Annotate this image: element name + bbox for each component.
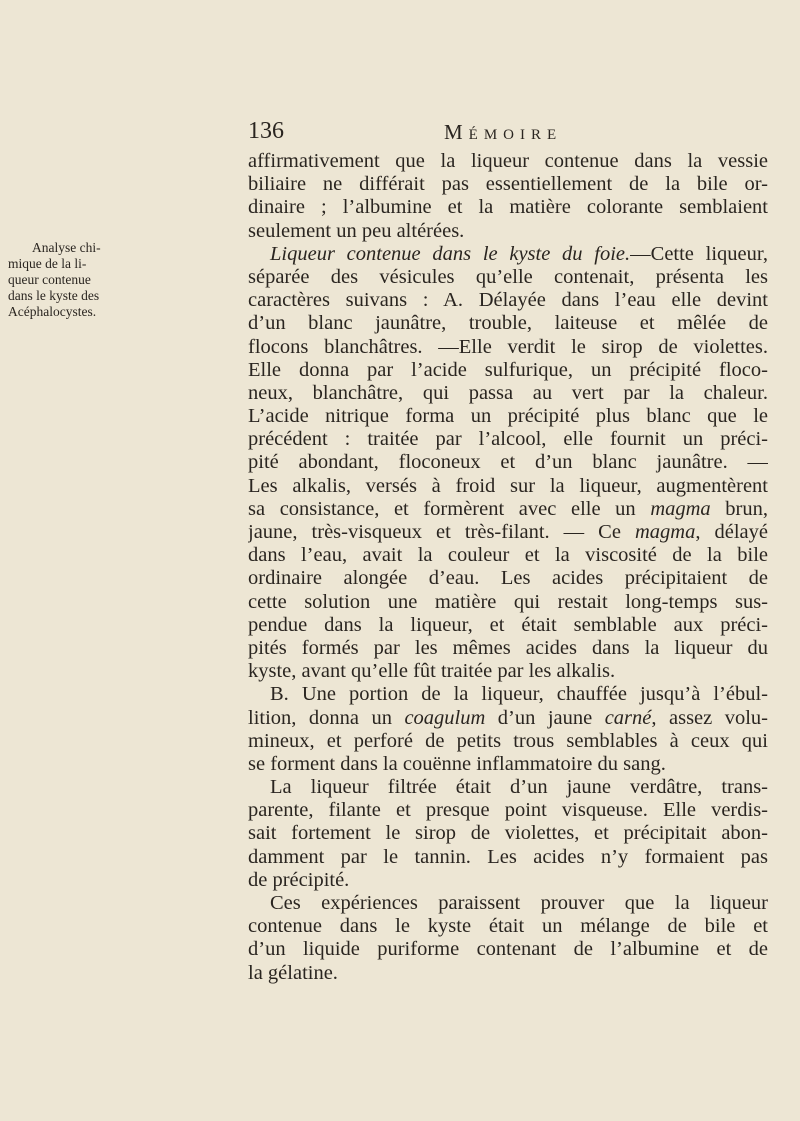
- text-line: [248, 962, 768, 985]
- text-line: [248, 451, 768, 474]
- text-line: [248, 892, 768, 915]
- text-segment: Les alkalis, versés à froid sur la liqueur, augmentèrent: [248, 474, 768, 497]
- italic-segment: coagulum: [404, 706, 486, 729]
- text-line: [248, 683, 768, 706]
- text-line: [248, 938, 768, 961]
- text-segment: pité abondant, floconeux et d’un blanc jaunâtre. —: [248, 451, 768, 474]
- text-segment: pendue dans la liqueur, et était semblable aux préci-: [248, 613, 768, 636]
- text-segment: se forment dans la couënne inflammatoire du sang.: [248, 752, 666, 775]
- text-line: [248, 707, 768, 730]
- text-segment: contenue dans le kyste était un mélange de bile et: [248, 915, 768, 938]
- text-line: [248, 405, 768, 428]
- text-segment: précédent : traitée par l’alcool, elle fournit un préci-: [248, 428, 768, 451]
- margin-note-line: dans le kyste des: [8, 288, 100, 303]
- text-segment: la gélatine.: [248, 961, 338, 984]
- text-segment: damment par le tannin. Les acides n’y formaient pas: [248, 845, 768, 868]
- text-line: [248, 382, 768, 405]
- text-line: [248, 266, 768, 289]
- text-line: [248, 730, 768, 753]
- text-line: [248, 475, 768, 498]
- text-segment: d’un blanc jaunâtre, trouble, laiteuse et mêlée de: [248, 312, 768, 335]
- text-segment: L’acide nitrique forma un précipité plus blanc que le: [248, 405, 768, 428]
- text-segment: biliaire ne différait pas essentiellement de la bile or-: [248, 173, 768, 196]
- text-line: [248, 312, 768, 335]
- text-segment: seulement un peu altérées.: [248, 219, 465, 242]
- text-segment: pités formés par les mêmes acides dans la liqueur du: [248, 636, 768, 659]
- text-segment: sait fortement le sirop de violettes, et précipitait abon-: [248, 822, 768, 845]
- text-segment: lition, donna un: [248, 706, 405, 729]
- text-line: [248, 591, 768, 614]
- text-segment: flocons blanchâtres. —Elle verdit le sirop de violettes.: [248, 335, 768, 358]
- italic-segment: magma: [650, 497, 711, 520]
- text-segment: sa consistance, et formèrent avec elle un: [248, 497, 651, 520]
- text-segment: séparée des vésicules qu’elle contenait, présenta les: [248, 265, 768, 288]
- text-segment: La liqueur filtrée était d’un jaune verdâtre, trans-: [270, 776, 768, 799]
- text-line: [248, 220, 768, 243]
- text-segment: , assez volu-: [651, 706, 768, 729]
- text-segment: kyste, avant qu’elle fût traitée par les alkalis.: [248, 660, 616, 683]
- text-line: [248, 359, 768, 382]
- margin-note-line: mique de la li-: [8, 256, 87, 271]
- text-segment: dans l’eau, avait la couleur et la viscosité de la bile: [248, 544, 768, 567]
- text-line: [248, 799, 768, 822]
- text-segment: parente, filante et presque point visqueuse. Elle verdis-: [248, 799, 768, 822]
- text-line: [248, 243, 768, 266]
- margin-note-line: Analyse chi-: [32, 240, 101, 255]
- text-line: [248, 614, 768, 637]
- text-segment: de précipité.: [248, 868, 350, 891]
- margin-note: [8, 240, 240, 320]
- text-segment: cette solution une matière qui restait long-temps sus-: [248, 590, 768, 613]
- text-line: [248, 498, 768, 521]
- margin-note-line: queur contenue: [8, 272, 91, 287]
- running-title: Mémoire: [444, 120, 563, 144]
- text-segment: mineux, et perforé de petits trous semblables à ceux qui: [248, 729, 768, 752]
- text-line: [248, 869, 768, 892]
- text-segment: , délayé: [695, 521, 768, 543]
- text-line: [248, 150, 768, 173]
- text-segment: B. Une portion de la liqueur, chauffée jusqu’à l’ébul-: [270, 683, 768, 706]
- text-segment: Elle donna par l’acide sulfurique, un précipité floco-: [248, 358, 768, 381]
- text-segment: neux, blanchâtre, qui passa au vert par la chaleur.: [248, 381, 768, 404]
- margin-note-line: Acéphalocystes.: [8, 304, 97, 319]
- text-segment: brun,: [710, 497, 768, 520]
- text-segment: —Cette liqueur,: [630, 242, 768, 265]
- text-line: [248, 567, 768, 590]
- text-line: [248, 637, 768, 660]
- body-text: [248, 150, 768, 985]
- text-segment: ordinaire alongée d’eau. Les acides précipitaient de: [248, 567, 768, 590]
- text-line: [248, 660, 768, 683]
- text-line: [248, 915, 768, 938]
- text-line: [248, 776, 768, 799]
- text-line: [248, 289, 768, 312]
- text-segment: d’un liquide puriforme contenant de l’albumine et de: [248, 938, 768, 961]
- text-line: [248, 173, 768, 196]
- text-line: [248, 521, 768, 544]
- text-segment: d’un jaune: [485, 706, 605, 729]
- text-segment: caractères suivans : A. Délayée dans l’eau elle devint: [248, 289, 768, 312]
- italic-segment: Liqueur contenue dans le kyste du foie.: [270, 242, 631, 265]
- italic-segment: magma: [634, 521, 696, 543]
- text-line: [248, 544, 768, 567]
- italic-segment: carné: [604, 706, 652, 729]
- page-number: 136: [248, 118, 284, 144]
- text-segment: dinaire ; l’albumine et la matière colorante semblaient: [248, 196, 768, 219]
- text-segment: jaune, très-visqueux et très-filant. — Ce: [248, 521, 635, 543]
- text-line: [248, 428, 768, 451]
- text-line: [248, 196, 768, 219]
- text-line: [248, 822, 768, 845]
- text-segment: affirmativement que la liqueur contenue dans la vessie: [248, 150, 768, 172]
- text-line: [248, 336, 768, 359]
- running-head: [248, 118, 768, 150]
- text-line: [248, 846, 768, 869]
- text-line: [248, 753, 768, 776]
- text-segment: Ces expériences paraissent prouver que la liqueur: [270, 892, 768, 914]
